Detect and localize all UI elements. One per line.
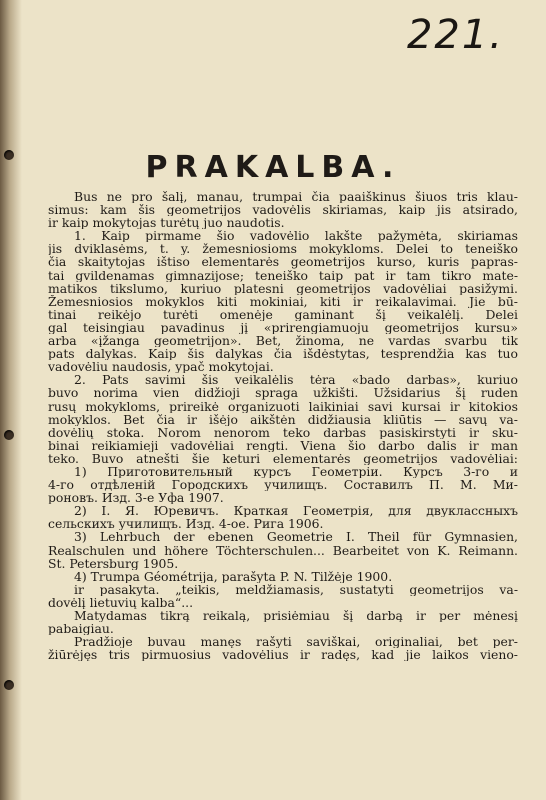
text-line: jis dviklasėms, t. y. žemesniosioms mokykloms. Delei to teneiško: [48, 242, 518, 256]
text-line: gal teisingiau pavadinus jį «prirengiamuoju geometrijos kursu»: [48, 320, 518, 335]
text-line: matikos tikslumo, kuriuo platesni geometrijos vadovėliai pasižymi.: [48, 281, 518, 295]
text-line: Matydamas tikrą reikalą, prisiėmiau šį darbą ir per mėnesį: [74, 609, 518, 623]
text-line: pabaigiau.: [48, 622, 114, 636]
text-line: St. Petersburg 1905.: [48, 556, 179, 570]
text-line: Žemesniosios mokyklos kiti mokiniai, kiti ir reikalavimai. Jie bū-: [48, 294, 518, 308]
text-line: 2. Pats savimi šis veikalėlis tėra «bado darbas», kuriuo: [74, 373, 518, 387]
text-line: pats dalykas. Kaip šis dalykas čia išdėstytas, tesprendžia kas tuo: [48, 347, 518, 361]
text-line: 3) Lehrbuch der ebenen Geometrie I. Theil für Gymnasien,: [74, 530, 518, 544]
text-line: vadovėliu naudosis, ypač mokytojai.: [48, 360, 274, 374]
body-text: [48, 190, 518, 661]
text-line: сельскихъ училищъ. Изд. 4-ое. Рига 1906.: [48, 517, 324, 531]
text-line: 4-го отдѣленій Городскихъ училищъ. Составилъ П. М. Ми-: [48, 478, 518, 492]
text-line: rusų mokykloms, prireikė organizuoti laikiniai savi kursai ir kitokios: [48, 399, 518, 413]
text-line: mokyklos. Bet čia ir išėjo aikštėn didžiausia kliūtis — savų va-: [48, 412, 518, 426]
text-line: dovėlį lietuvių kalba“...: [48, 595, 194, 609]
text-line: tinai reikėjo turėti omenėje gaminant šį veikalėlį. Delei: [48, 307, 518, 321]
page-title: PRAKALBA.: [145, 150, 401, 185]
text-line: 1) Приготовительный курсъ Геометріи. Курсъ 3-го и: [74, 464, 518, 479]
text-line: teko. Buvo atnešti šie keturi elementarės geometrijos vadovėliai:: [48, 451, 518, 465]
text-line: 4) Trumpa Géométrija, parašyta P. N. Tilžėje 1900.: [74, 569, 393, 583]
text-line: buvo norima vien didžioji spraga užkišti. Užsidarius šį ruden: [48, 386, 518, 400]
text-line: binai reikiamieji vadovėliai rengti. Viena šio darbo dalis ir man: [48, 438, 518, 452]
text-line: tai gvildenamas gimnazijose; teneiško taip pat ir tam tikro mate-: [48, 268, 518, 282]
text-line: 2) І. Я. Юревичъ. Краткая Геометрія, для двуклассныхъ: [74, 504, 518, 518]
text-line: dovėlių stoka. Norom nenorom teko darbas pasiskirstyti ir sku-: [48, 425, 518, 439]
binding-hole: [4, 430, 14, 440]
text-line: ir kaip mokytojas turėtų juo naudotis.: [48, 216, 285, 230]
binding-hole: [4, 680, 14, 690]
text-line: simus: kam šis geometrijos vadovėlis skiriamas, kaip jis atsirado,: [48, 203, 518, 217]
text-line: 1. Kaip pirmame šio vadovėlio lakšte pažymėta, skiriamas: [74, 229, 518, 243]
text-line: žiūrėjęs tris pirmuosius vadovėlius ir radęs, kad jie laikos vieno-: [48, 648, 518, 662]
text-line: arba «įžanga geometrijon». Bet, žinoma, ne vardas svarbu tik: [48, 334, 518, 348]
text-line: ir pasakyta. „teikis, meldžiamasis, sustatyti geometrijos va-: [74, 582, 518, 596]
text-line: Pradžioje buvau manęs rašyti saviškai, originaliai, bet per-: [74, 635, 518, 649]
handwritten-page-number: 221.: [406, 12, 504, 58]
text-line: роновъ. Изд. 3-е Уфа 1907.: [48, 491, 224, 505]
text-line: Realschulen und höhere Töchterschulen... Bearbeitet von K. Reimann.: [48, 543, 518, 557]
text-line: Bus ne pro šalį, manau, trumpai čia paaiškinus šiuos tris klau-: [74, 190, 518, 204]
page-binding: [0, 0, 22, 800]
text-line: čia skaitytojas ištiso elementarės geometrijos kurso, kuris papras-: [48, 255, 518, 269]
